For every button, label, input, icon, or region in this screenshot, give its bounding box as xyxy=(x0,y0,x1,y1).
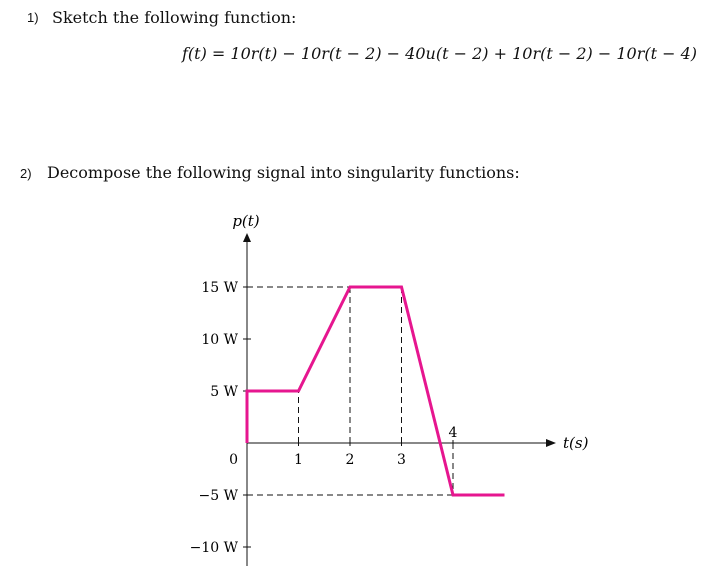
tick-labels xyxy=(190,212,589,556)
question-2-number: 2) xyxy=(20,166,32,181)
x-tick-label: 3 xyxy=(397,452,406,468)
y-tick-label: 15 W xyxy=(201,280,238,296)
x-tick-label: 4 xyxy=(448,425,458,441)
y-axis-title: p(t) xyxy=(232,212,260,230)
question-2-prompt: Decompose the following signal into singularity functions: xyxy=(47,163,520,182)
x-axis-arrow xyxy=(546,439,556,447)
y-axis-arrow xyxy=(243,233,251,242)
y-tick-label: 10 W xyxy=(201,332,238,348)
question-1-equation: f(t) = 10r(t) − 10r(t − 2) − 40u(t − 2) + 10r(t − 2) − 10r(t − 4) xyxy=(182,44,698,63)
question-1-number: 1) xyxy=(27,10,39,25)
series-layer xyxy=(247,287,505,495)
x-tick-label: 1 xyxy=(294,452,303,468)
x-tick-label: 2 xyxy=(345,452,355,468)
y-tick-label: 0 xyxy=(229,452,238,468)
y-tick-label: −10 W xyxy=(189,540,238,556)
x-axis-title: t(s) xyxy=(563,434,589,452)
y-tick-label: −5 W xyxy=(198,488,238,504)
signal-line xyxy=(247,287,505,495)
axes xyxy=(243,233,556,566)
y-tick-label: 5 W xyxy=(210,384,238,400)
question-1-prompt: Sketch the following function: xyxy=(52,8,297,27)
